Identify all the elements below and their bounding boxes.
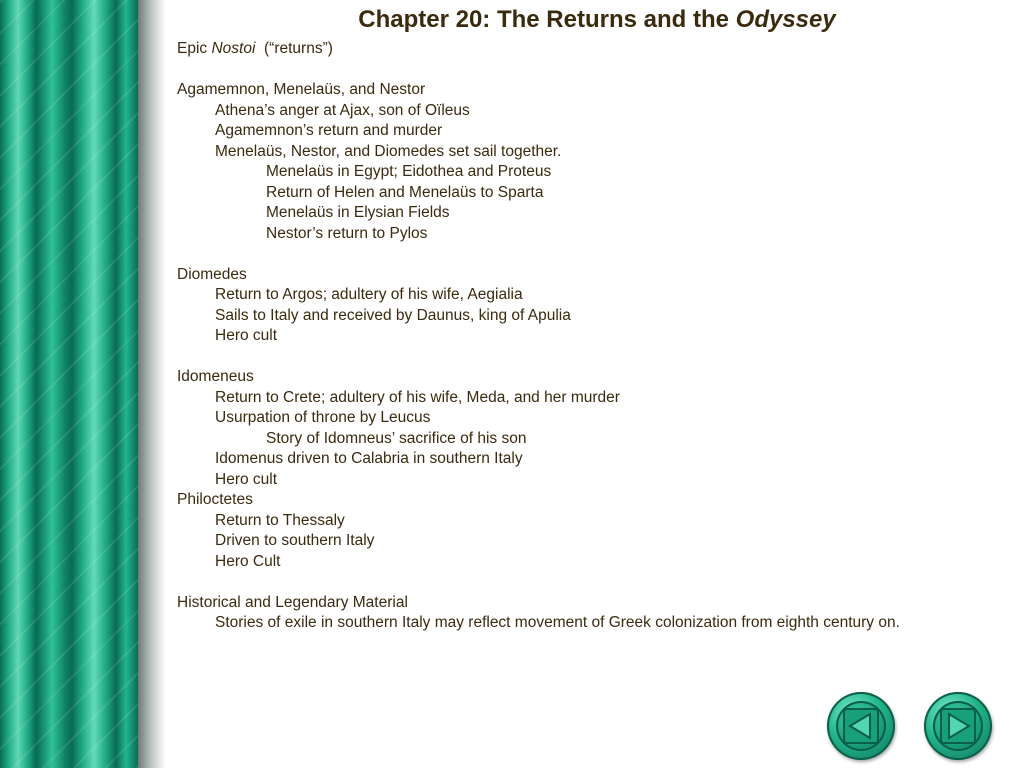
intro-epic: Epic (177, 40, 212, 57)
list-item: Hero Cult (215, 552, 281, 570)
slide-body (177, 39, 900, 634)
list-item: Agamemnon’s return and murder (215, 122, 443, 139)
intro-line (177, 39, 900, 60)
sub-list-item: Return of Helen and Menelaüs to Sparta (266, 183, 544, 201)
list-item: Return to Crete; adultery of his wife, Meda, and her murder (215, 388, 620, 406)
intro-nostoi: Nostoi (211, 40, 256, 57)
list-item: Hero cult (215, 470, 278, 488)
list-item: Hero cult (215, 327, 278, 344)
list-item: Return to Thessaly (215, 511, 345, 529)
list-item: Menelaüs, Nestor, and Diomedes set sail together. (215, 142, 562, 160)
previous-slide-button[interactable] (827, 692, 895, 760)
sidebar-shadow (138, 0, 166, 768)
section-heading-idomeneus: Idomeneus (177, 368, 254, 385)
spacer (177, 347, 900, 368)
list-item: Usurpation of throne by Leucus (215, 409, 431, 426)
title-text: Chapter 20: The Returns and the (358, 6, 736, 33)
section-heading-historical: Historical and Legendary Material (177, 593, 408, 611)
triangle-right-icon (938, 706, 978, 746)
decorative-sidebar (0, 0, 138, 768)
slide-title (170, 6, 1024, 34)
spacer (177, 60, 900, 81)
triangle-left-icon (841, 706, 881, 746)
title-emphasis: Odyssey (735, 6, 836, 33)
intro-returns: (“returns”) (255, 40, 333, 57)
sub-list-item: Nestor’s return to Pylos (266, 224, 428, 242)
sub-list-item: Menelaüs in Egypt; Eidothea and Proteus (266, 163, 552, 180)
next-slide-button[interactable] (924, 692, 992, 760)
spacer (177, 244, 900, 265)
section-heading-diomedes: Diomedes (177, 265, 247, 283)
spacer (177, 572, 900, 593)
list-item: Idomenus driven to Calabria in southern Italy (215, 450, 523, 467)
sub-list-item: Story of Idomneus’ sacrifice of his son (266, 429, 527, 447)
section-heading-philoctetes: Philoctetes (177, 491, 253, 508)
list-item: Sails to Italy and received by Daunus, king of Apulia (215, 306, 571, 324)
list-item: Stories of exile in southern Italy may reflect movement of Greek colonization from eighth century on. (215, 614, 900, 631)
sub-list-item: Menelaüs in Elysian Fields (266, 204, 450, 221)
section-heading-agamemnon: Agamemnon, Menelaüs, and Nestor (177, 81, 426, 98)
list-item: Return to Argos; adultery of his wife, Aegialia (215, 286, 523, 303)
list-item: Athena’s anger at Ajax, son of Oïleus (215, 101, 470, 119)
list-item: Driven to southern Italy (215, 532, 375, 549)
